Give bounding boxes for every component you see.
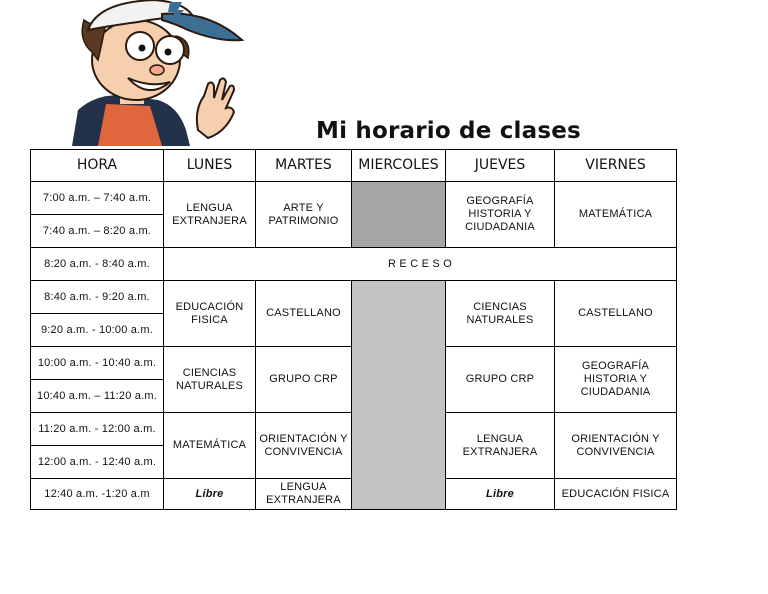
class-cell-jueves: GRUPO CRP [446,347,555,413]
schedule-table [30,149,677,510]
cartoon-boy-illustration [58,0,248,146]
class-cell-viernes: GEOGRAFÍA HISTORIA Y CIUDADANIA [555,347,677,413]
table-row [31,281,677,314]
class-cell-jueves: Libre [446,479,555,510]
class-cell-lunes: CIENCIAS NATURALES [164,347,256,413]
class-cell-jueves: GEOGRAFÍA HISTORIA Y CIUDADANIA [446,182,555,248]
blocked-cell-miercoles [352,281,446,510]
time-slot: 7:00 a.m. – 7:40 a.m. [31,182,164,215]
class-cell-martes: ARTE Y PATRIMONIO [256,182,352,248]
header-jueves: JUEVES [446,150,555,182]
header-miercoles: MIERCOLES [352,150,446,182]
class-cell-lunes: LENGUA EXTRANJERA [164,182,256,248]
time-slot: 8:20 a.m. - 8:40 a.m. [31,248,164,281]
time-slot: 12:00 a.m. - 12:40 a.m. [31,446,164,479]
time-slot: 12:40 a.m. -1:20 a.m [31,479,164,510]
class-cell-viernes: EDUCACIÓN FISICA [555,479,677,510]
page-title: Mi horario de clases [316,118,581,144]
class-cell-martes: CASTELLANO [256,281,352,347]
class-cell-viernes: ORIENTACIÓN Y CONVIVENCIA [555,413,677,479]
header-lunes: LUNES [164,150,256,182]
recess-row [31,248,677,281]
class-cell-jueves: CIENCIAS NATURALES [446,281,555,347]
class-cell-viernes: MATEMÁTICA [555,182,677,248]
header-row [31,150,677,182]
time-slot: 10:40 a.m. – 11:20 a.m. [31,380,164,413]
class-cell-lunes: Libre [164,479,256,510]
header-viernes: VIERNES [555,150,677,182]
table-row [31,182,677,215]
class-cell-martes: GRUPO CRP [256,347,352,413]
header-martes: MARTES [256,150,352,182]
class-cell-lunes: MATEMÁTICA [164,413,256,479]
time-slot: 7:40 a.m. – 8:20 a.m. [31,215,164,248]
time-slot: 10:00 a.m. - 10:40 a.m. [31,347,164,380]
class-cell-lunes: EDUCACIÓN FISICA [164,281,256,347]
time-slot: 11:20 a.m. - 12:00 a.m. [31,413,164,446]
time-slot: 9:20 a.m. - 10:00 a.m. [31,314,164,347]
recess-cell: R E C E S O [164,248,677,281]
class-cell-viernes: CASTELLANO [555,281,677,347]
time-slot: 8:40 a.m. - 9:20 a.m. [31,281,164,314]
class-cell-martes: ORIENTACIÓN Y CONVIVENCIA [256,413,352,479]
blocked-cell-miercoles [352,182,446,248]
class-cell-martes: LENGUA EXTRANJERA [256,479,352,510]
class-cell-jueves: LENGUA EXTRANJERA [446,413,555,479]
header-hora: HORA [31,150,164,182]
